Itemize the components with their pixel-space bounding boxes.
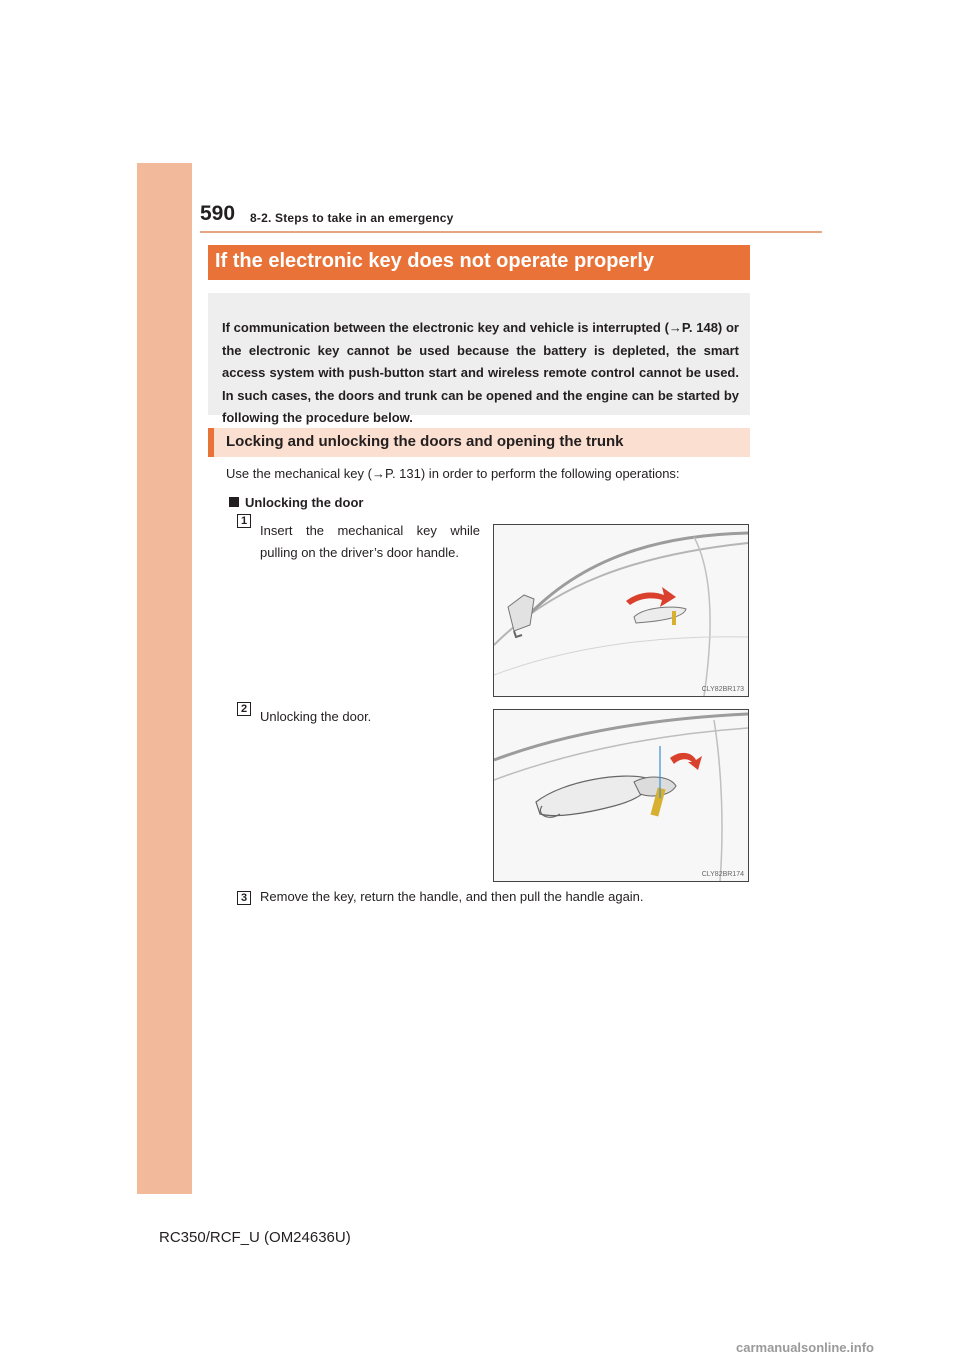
footer-model: RC350/RCF_U (OM24636U): [159, 1229, 351, 1246]
key-turn-illustration: [494, 710, 748, 881]
title-bar: [208, 245, 750, 280]
bullet-heading: [229, 495, 363, 510]
section-header: 8-2. Steps to take in an emergency: [250, 211, 454, 225]
header-divider: [200, 231, 822, 233]
subheading: Locking and unlocking the doors and opening the trunk: [226, 433, 624, 450]
step-text-2: Unlocking the door.: [260, 709, 372, 724]
square-bullet-icon: [229, 497, 239, 507]
figure-code: CLY82BR174: [701, 871, 744, 878]
step-text-1-content: Insert the mechanical key while pulling on the driver’s door handle.: [260, 523, 480, 560]
step-text-1: [260, 520, 480, 564]
step-number-1: 1: [237, 514, 251, 528]
page-title: If the electronic key does not operate properly: [215, 250, 655, 272]
step-number-2: 2: [237, 702, 251, 716]
figure-insert-key: [493, 524, 749, 697]
figure-code: CLY82BR173: [701, 686, 744, 693]
figure-unlock-door: [493, 709, 749, 882]
chapter-sidebar: [137, 163, 192, 1194]
watermark: carmanualsonline.info: [736, 1340, 874, 1355]
intro-text: If communication between the electronic key and vehicle is interrupted (→P. 148) or the electronic key cannot be used because the battery is depleted, the smart access system with push-button start and wireless remote control cannot be used. In such cases, the doors and trunk can be opened and the engine can be started by following the procedure below.: [222, 320, 739, 425]
step-number-3: 3: [237, 891, 251, 905]
step-text-3: Remove the key, return the handle, and then pull the handle again.: [260, 889, 644, 904]
door-handle-illustration: [494, 525, 748, 696]
subheading-bar: [208, 428, 750, 457]
page-number: 590: [200, 202, 236, 225]
body-text: Use the mechanical key (→P. 131) in order to perform the following operations:: [226, 466, 680, 481]
intro-box: [208, 293, 750, 425]
bullet-label: Unlocking the door: [245, 495, 364, 510]
